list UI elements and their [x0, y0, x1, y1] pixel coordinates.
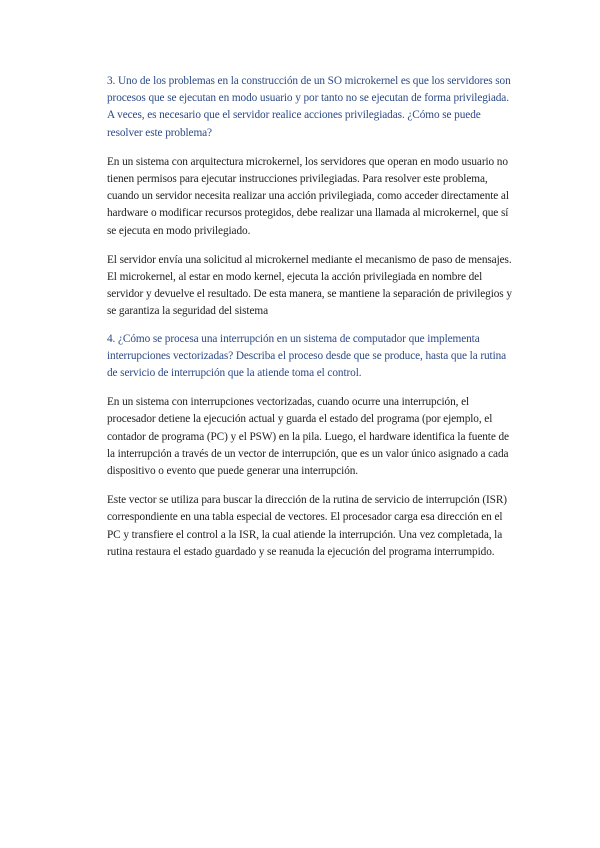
document-body — [107, 73, 513, 561]
answer-4-paragraph-1: En un sistema con interrupciones vectorizadas, cuando ocurre una interrupción, el procesador detiene la ejecución actual y guarda el estado del programa (por ejemplo, el contador de programa (PC) y el PSW) en la pila. Luego, el hardware identifica la fuente de la interrupción a través de un vector de interrupción, que es un valor único asignado a cada dispositivo o evento que puede generar una interrupción. — [107, 396, 509, 478]
answer-3-paragraph-1: En un sistema con arquitectura microkernel, los servidores que operan en modo usuario no tienen permisos para ejecutar instrucciones privilegiadas. Para resolver este problema, cuando un servidor necesita realizar una acción privilegiada, como acceder directamente al hardware o modificar recursos protegidos, debe realizar una llamada al microkernel, que sí se ejecuta en modo privilegiado. — [107, 155, 509, 237]
answer-4-paragraph-2: Este vector se utiliza para buscar la dirección de la rutina de servicio de interrupción (ISR) correspondiente en una tabla especial de vectores. El procesador carga esa dirección en el PC y transfiere el control a la ISR, la cual atiende la interrupción. Una vez completada, la rutina restaura el estado guardado y se reanuda la ejecución del programa interrumpido. — [107, 494, 507, 558]
answer-3-paragraph-2: El servidor envía una solicitud al microkernel mediante el mecanismo de paso de mensajes. El microkernel, al estar en modo kernel, ejecuta la acción privilegiada en nombre del servidor y devuelve el resultado. De esta manera, se mantiene la separación de privilegios y se garantiza la seguridad del sistema — [107, 253, 512, 318]
question-4: 4. ¿Cómo se procesa una interrupción en un sistema de computador que implementa interrupciones vectorizadas? Describa el proceso desde que se produce, hasta que la rutina de servicio de interrupción que la atiende toma el control. — [107, 332, 507, 380]
question-3: 3. Uno de los problemas en la construcción de un SO microkernel es que los servidores son procesos que se ejecutan en modo usuario y por tanto no se ejecutan de forma privilegiada. A veces, es necesario que el servidor realice acciones privilegiadas. ¿Cómo se puede resolver este problema? — [107, 75, 511, 139]
